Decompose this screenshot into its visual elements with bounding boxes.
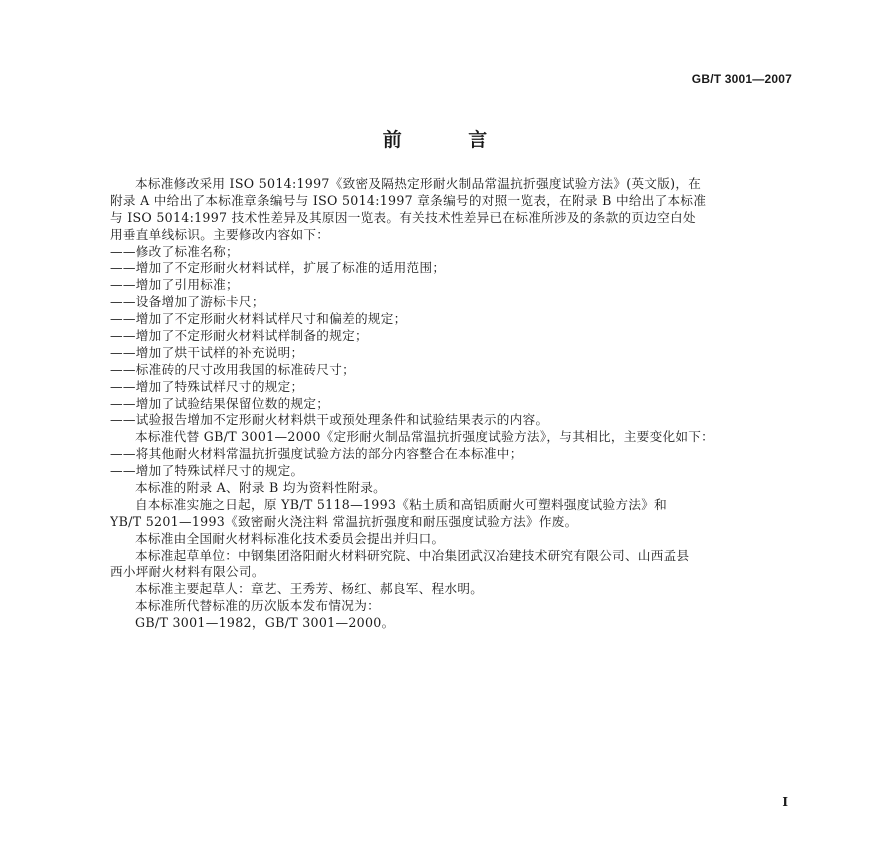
drafting-units: 西小坪耐火材料有限公司。 bbox=[110, 564, 265, 580]
foreword-body bbox=[110, 176, 798, 632]
change-item: ——增加了不定形耐火材料试样制备的规定； bbox=[110, 328, 368, 344]
change-item: ——增加了不定形耐火材料试样尺寸和偏差的规定； bbox=[110, 311, 407, 327]
drafting-units: 本标准起草单位：中钢集团洛阳耐火材料研究院、中冶集团武汉冶建技术研究有限公司、山西孟县 bbox=[135, 547, 690, 563]
history-statement: 本标准所代替标准的历次版本发布情况为： bbox=[135, 598, 380, 614]
drafters-statement: 本标准主要起草人：章艺、王秀芳、杨红、郝良军、程水明。 bbox=[135, 581, 484, 597]
change-item: ——增加了烘干试样的补充说明； bbox=[110, 344, 304, 360]
change-item: ——增加了特殊试样尺寸的规定； bbox=[110, 378, 304, 394]
annex-statement: 本标准的附录 A、附录 B 均为资料性附录。 bbox=[135, 480, 387, 496]
history-versions: GB/T 3001—1982，GB/T 3001—2000。 bbox=[135, 615, 395, 631]
replace-statement: 本标准代替 GB/T 3001—2000《定形耐火制品常温抗折强度试验方法》，与其相比，主要变化如下： bbox=[135, 429, 715, 445]
change-item: ——将其他耐火材料常温抗折强度试验方法的部分内容整合在本标准中； bbox=[110, 446, 523, 462]
change-item: ——增加了试验结果保留位数的规定； bbox=[110, 395, 330, 411]
paragraph-line: 附录 A 中给出了本标准章条编号与 ISO 5014:1997 章条编号的对照一览表，在附录 B 中给出了本标准 bbox=[110, 192, 707, 208]
paragraph-line: 本标准修改采用 ISO 5014:1997《致密及隔热定形耐火制品常温抗折强度试验方法》(英文版)，在 bbox=[135, 176, 702, 191]
change-item: ——设备增加了游标卡尺； bbox=[110, 294, 265, 310]
paragraph-line: 与 ISO 5014:1997 技术性差异及其原因一览表。有关技术性差异已在标准所涉及的条款的页边空白处 bbox=[110, 209, 696, 225]
standard-code: GB/T 3001—2007 bbox=[691, 72, 792, 86]
proposed-statement: 本标准由全国耐火材料标准化技术委员会提出并归口。 bbox=[135, 530, 445, 546]
change-item: ——增加了引用标准； bbox=[110, 277, 239, 293]
change-item: ——试验报告增加不定形耐火材料烘干或预处理条件和试验结果表示的内容。 bbox=[110, 412, 549, 428]
paragraph-line: 用垂直单线标识。主要修改内容如下： bbox=[110, 226, 330, 242]
change-item: ——修改了标准名称； bbox=[110, 243, 239, 259]
change-item: ——标准砖的尺寸改用我国的标准砖尺寸； bbox=[110, 361, 355, 377]
change-item: ——增加了不定形耐火材料试样，扩展了标准的适用范围； bbox=[110, 260, 446, 276]
abolish-statement: YB/T 5201—1993《致密耐火浇注料 常温抗折强度和耐压强度试验方法》作废。 bbox=[110, 513, 578, 529]
page-title: 前 言 bbox=[382, 129, 518, 151]
page-number: I bbox=[782, 795, 788, 809]
change-item: ——增加了特殊试样尺寸的规定。 bbox=[110, 463, 304, 479]
abolish-statement: 自本标准实施之日起，原 YB/T 5118—1993《粘土质和高铝质耐火可塑料强度试验方法》和 bbox=[135, 496, 668, 512]
